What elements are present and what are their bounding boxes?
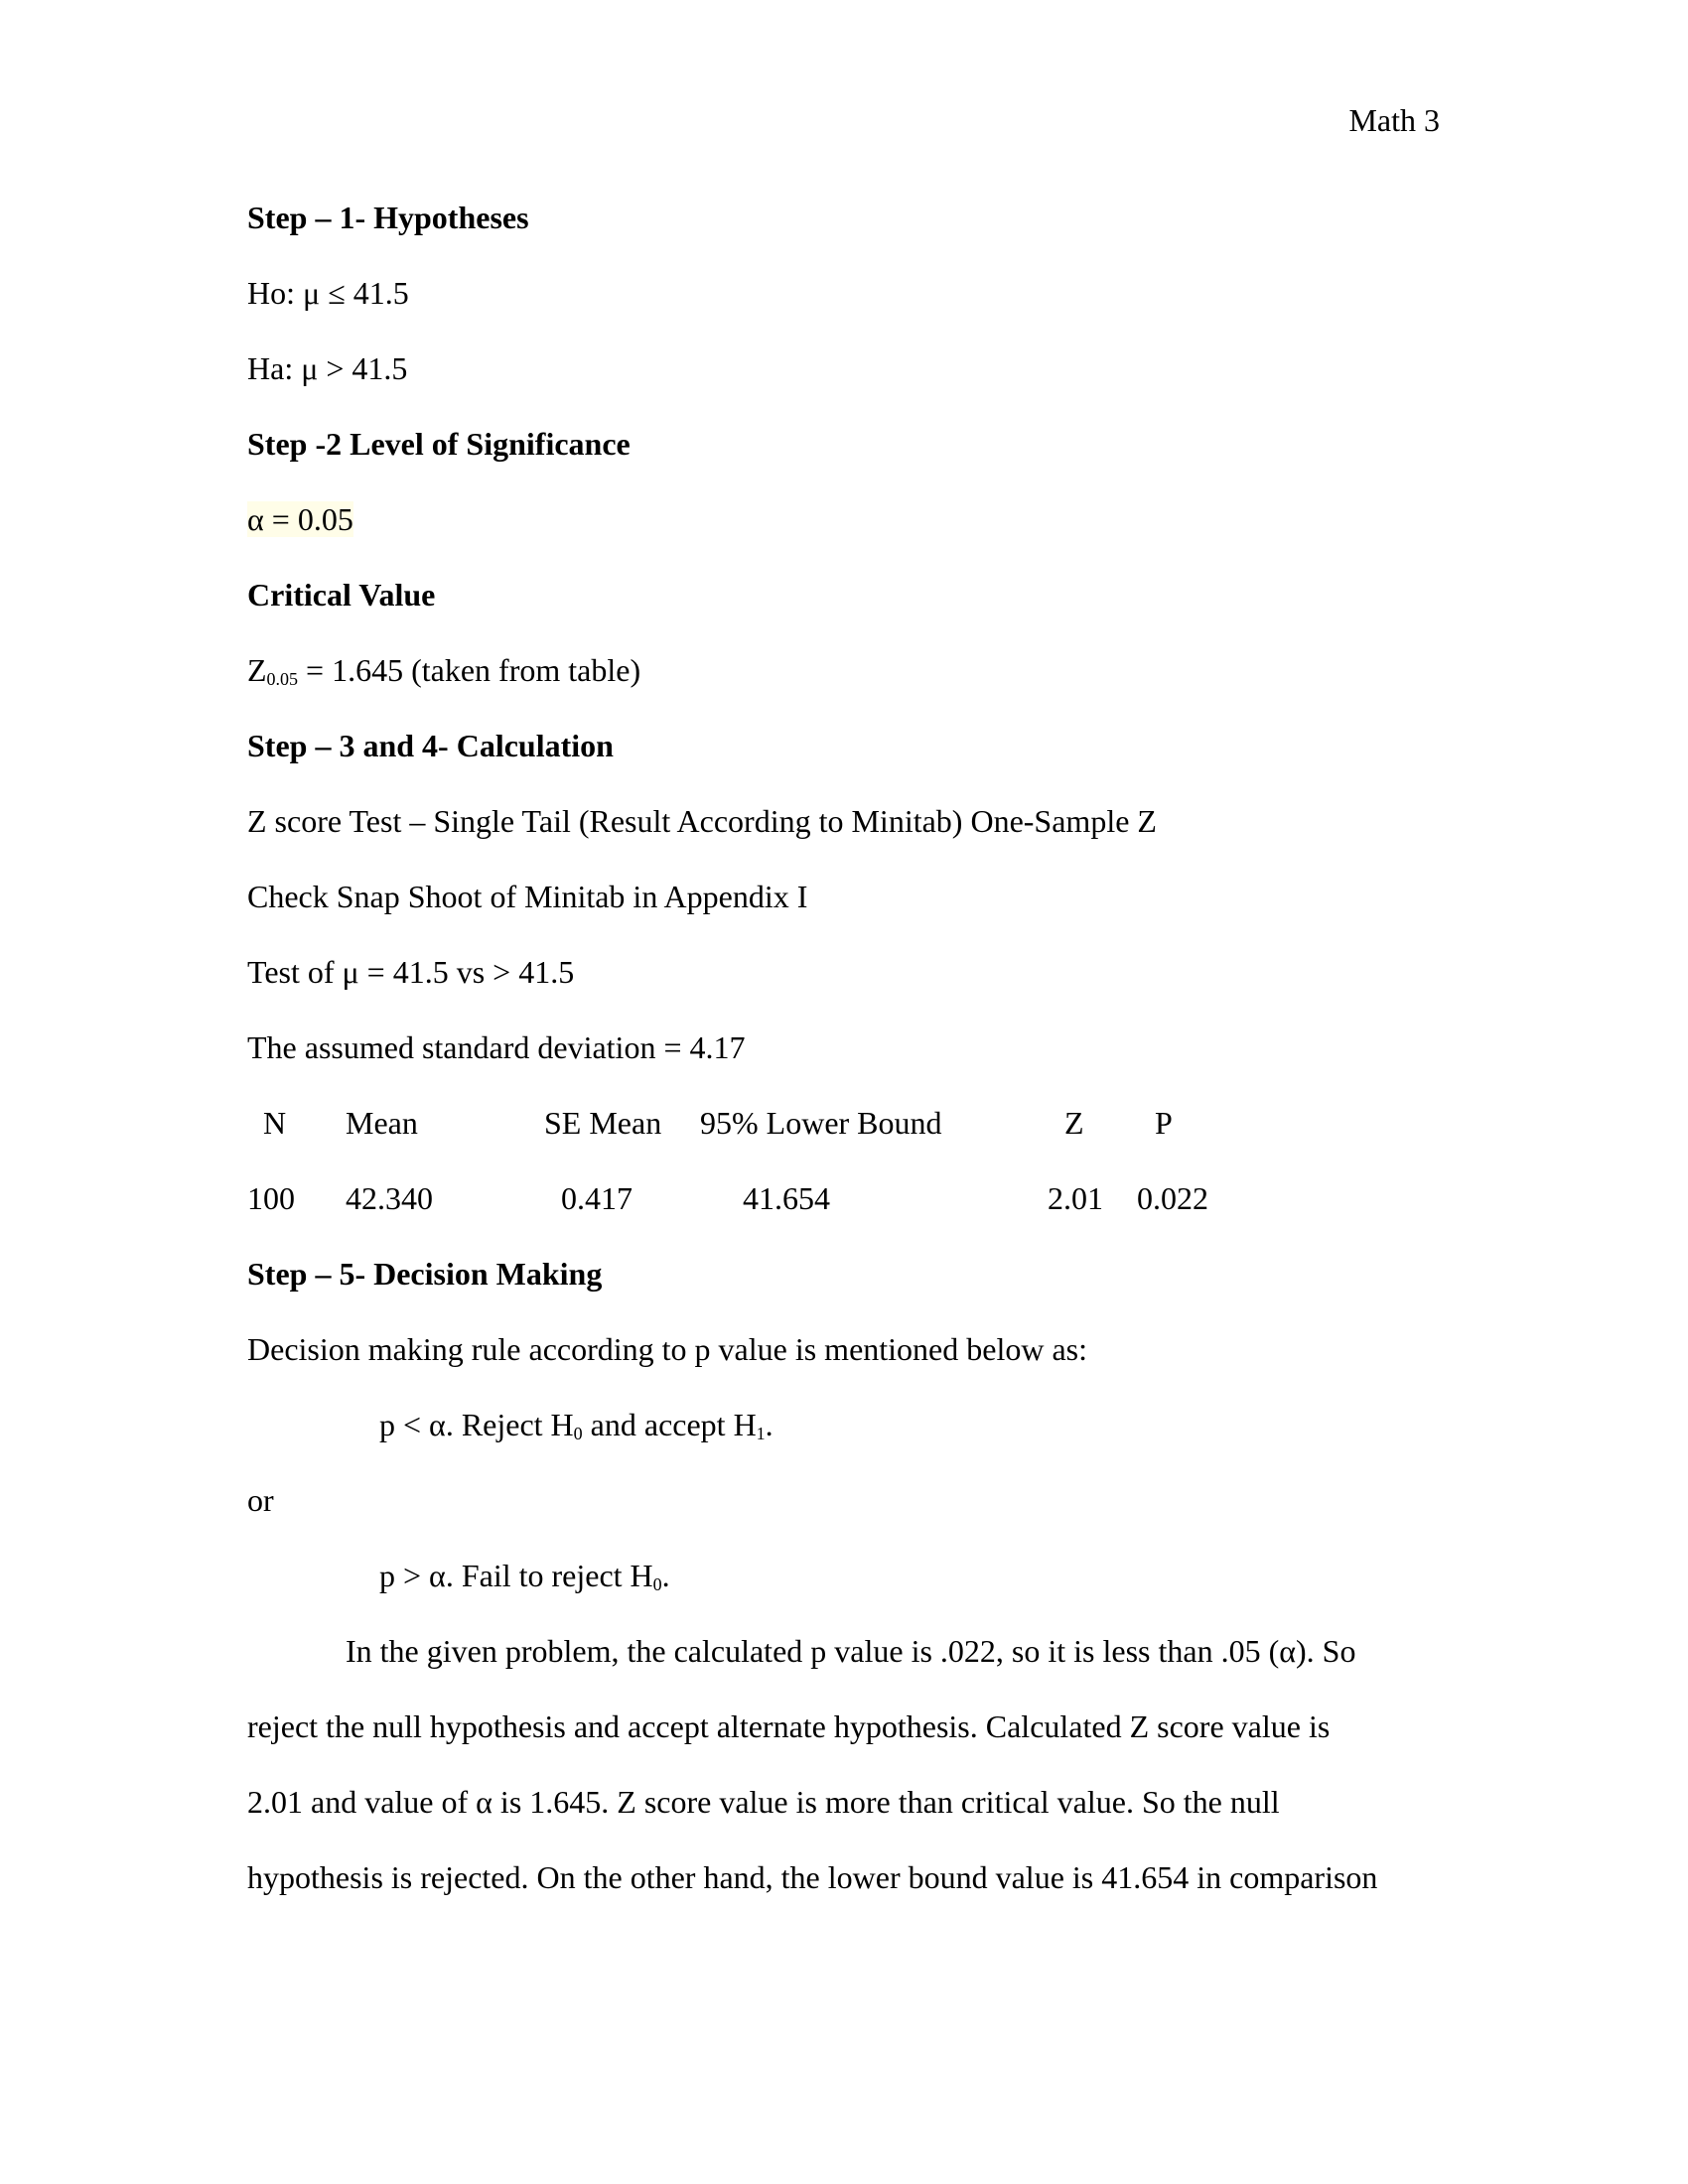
step2-heading: Step -2 Level of Significance <box>247 426 631 462</box>
decision-rule-reject <box>379 1406 774 1443</box>
z-critical-value: = 1.645 (taken from table) <box>298 652 641 688</box>
alpha-line <box>247 500 353 538</box>
table-header-mean: Mean <box>346 1105 418 1141</box>
conclusion-line-2: reject the null hypothesis and accept alternate hypothesis. Calculated Z score value is <box>247 1708 1331 1744</box>
conclusion-line-3: 2.01 and value of α is 1.645. Z score value is more than critical value. So the null <box>247 1784 1280 1820</box>
table-cell-se-mean: 0.417 <box>561 1180 633 1216</box>
table-cell-z: 2.01 <box>1048 1180 1103 1216</box>
appendix-note: Check Snap Shoot of Minitab in Appendix I <box>247 879 808 914</box>
rule-period: . <box>765 1407 774 1442</box>
running-head: Math 3 <box>1348 102 1440 138</box>
std-dev-line: The assumed standard deviation = 4.17 <box>247 1029 746 1065</box>
table-cell-p: 0.022 <box>1137 1180 1208 1216</box>
z-subscript: 0.05 <box>266 669 299 689</box>
alpha-value: α = 0.05 <box>247 501 353 537</box>
table-cell-lower-bound: 41.654 <box>743 1180 830 1216</box>
table-header-n: N <box>263 1105 287 1141</box>
critical-value-line <box>247 651 640 689</box>
z-symbol: Z <box>247 652 267 688</box>
step1-heading: Step – 1- Hypotheses <box>247 200 529 235</box>
critical-value-heading: Critical Value <box>247 577 436 613</box>
rule-accept-text: and accept H <box>582 1407 757 1442</box>
h0-subscript: 0 <box>652 1574 662 1594</box>
decision-rule-fail <box>379 1557 670 1594</box>
conclusion-line-1: In the given problem, the calculated p value is .022, so it is less than .05 (α). So <box>346 1633 1356 1669</box>
table-header-lower-bound: 95% Lower Bound <box>700 1105 942 1141</box>
h0-subscript: 0 <box>573 1424 583 1443</box>
step34-heading: Step – 3 and 4- Calculation <box>247 728 614 763</box>
table-header-z: Z <box>1064 1105 1084 1141</box>
decision-intro: Decision making rule according to p value is mentioned below as: <box>247 1331 1087 1367</box>
table-cell-n: 100 <box>247 1180 295 1216</box>
rule-period: . <box>661 1558 670 1593</box>
rule-fail-text: p > α. Fail to reject H <box>379 1558 653 1593</box>
table-cell-mean: 42.340 <box>346 1180 433 1216</box>
table-header-se-mean: SE Mean <box>544 1105 662 1141</box>
test-statement: Test of μ = 41.5 vs > 41.5 <box>247 954 575 990</box>
null-hypothesis: Ho: μ ≤ 41.5 <box>247 275 409 311</box>
test-description: Z score Test – Single Tail (Result According to Minitab) One-Sample Z <box>247 803 1157 839</box>
rule-reject-text: p < α. Reject H <box>379 1407 574 1442</box>
table-header-p: P <box>1155 1105 1173 1141</box>
conclusion-line-4: hypothesis is rejected. On the other hand, the lower bound value is 41.654 in comparison <box>247 1859 1378 1895</box>
alternate-hypothesis: Ha: μ > 41.5 <box>247 350 408 386</box>
h1-subscript: 1 <box>756 1424 766 1443</box>
step5-heading: Step – 5- Decision Making <box>247 1256 603 1292</box>
or-connector: or <box>247 1482 274 1518</box>
